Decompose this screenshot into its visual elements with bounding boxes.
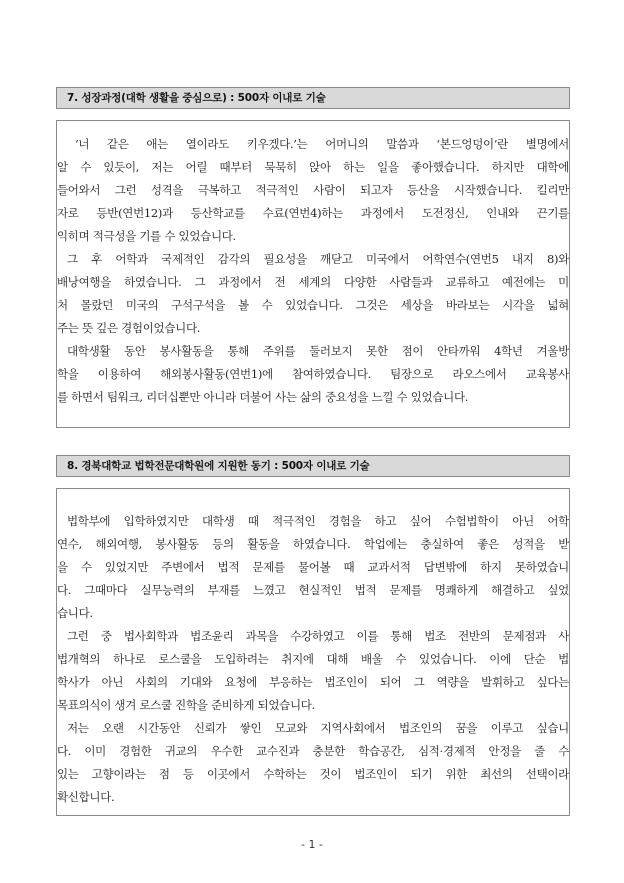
text-line: 법학부에 입학하였지만 대학생 때 적극적인 경험을 하고 싶어 수험법학이 아닌 어학 xyxy=(67,514,569,528)
text-line: 저는 오랜 시간동안 신뢰가 쌓인 모교와 지역사회에서 법조인의 꿈을 이루고 싶습니 xyxy=(67,721,569,735)
text-line: 처 몰랐던 미국의 구석구석을 볼 수 있었습니다. 그것은 세상을 바라보는 시각을 넓혀 xyxy=(57,298,569,312)
page-number: - 1 - xyxy=(301,838,323,851)
text-line: 다. 이미 경험한 귀교의 우수한 교수진과 충분한 학습공간, 심적·경제적 안정을 줄 수 xyxy=(57,744,569,758)
text-line: 학사가 아닌 사회의 기대와 요청에 부응하는 법조인이 되어 그 역량을 발휘하고 싶다는 xyxy=(57,675,569,689)
text-line: 을 수 있었지만 주변에서 법적 문제를 물어볼 때 교과서적 답변밖에 하지 못하였습니 xyxy=(57,560,569,574)
text-line: 목표의식이 생겨 로스쿨 진학을 준비하게 되었습니다. xyxy=(57,698,315,712)
text-line: 법개혁의 하나로 로스쿨을 도입하려는 취지에 대해 배울 수 있었습니다. 이에 단순 법 xyxy=(57,652,569,666)
text-line: 알 수 있듯이, 저는 어릴 때부터 묵묵히 앉아 하는 일을 좋아했습니다. 하지만 대학에 xyxy=(57,160,569,174)
text-line: 대학생활 동안 봉사활동을 통해 주위를 둘러보지 못한 점이 안타까워 4학년 겨울방 xyxy=(67,344,569,358)
text-line: 배낭여행을 하였습니다. 그 과정에서 전 세계의 다양한 사람들과 교류하고 예전에는 미 xyxy=(57,275,569,289)
text-line: 익히며 적극성을 기를 수 있었습니다. xyxy=(57,229,236,243)
text-line: 그 후 어학과 국제적인 감각의 필요성을 깨닫고 미국에서 어학연수(연번5 내지 8)와 xyxy=(67,252,569,266)
section-7-answer-text xyxy=(57,133,569,409)
text-line: 주는 뜻 깊은 경험이었습니다. xyxy=(57,321,201,335)
text-line: 습니다. xyxy=(57,606,93,620)
text-line: 자로 등반(연번12)과 등산학교를 수료(연번4)하는 과정에서 도전정신, 인내와 끈기를 xyxy=(57,206,569,220)
text-line: 학을 이용하여 해외봉사활동(연번1)에 참여하였습니다. 팀장으로 라오스에서 교육봉사 xyxy=(57,367,569,381)
text-line: 를 하면서 팀워크, 리더십뿐만 아니라 더불어 사는 삶의 중요성을 느낄 수 있었습니다. xyxy=(57,390,469,404)
text-line: 다. 그때마다 실무능력의 부재를 느꼈고 현실적인 법적 문제를 명쾌하게 해결하고 싶었 xyxy=(57,583,569,597)
text-line: 확신합니다. xyxy=(57,790,115,804)
text-line: 있는 고향이라는 점 등 이곳에서 수학하는 것이 법조인이 되기 위한 최선의 선택이라 xyxy=(57,767,569,781)
text-line: 들어와서 그런 성격을 극복하고 적극적인 사람이 되고자 등산을 시작했습니다. 킬리만 xyxy=(57,183,569,197)
section-8-answer-text xyxy=(57,510,569,809)
section-8-heading: 8. 경북대학교 법학전문대학원에 지원한 동기 : 500자 이내로 기술 xyxy=(56,455,570,477)
text-line: 연수, 해외여행, 봉사활동 등의 활동을 하였습니다. 학업에는 충실하여 좋은 성적을 받 xyxy=(57,537,569,551)
section-7-heading: 7. 성장과정(대학 생활을 중심으로) : 500자 이내로 기술 xyxy=(56,87,570,109)
text-line: ‘너 같은 애는 열이라도 키우겠다.’는 어머니의 말씀과 ‘본드엉덩이’란 별명에서 xyxy=(75,137,569,151)
text-line: 그런 중 법사회학과 법조윤리 과목을 수강하였고 이를 통해 법조 전반의 문제점과 사 xyxy=(67,629,569,643)
